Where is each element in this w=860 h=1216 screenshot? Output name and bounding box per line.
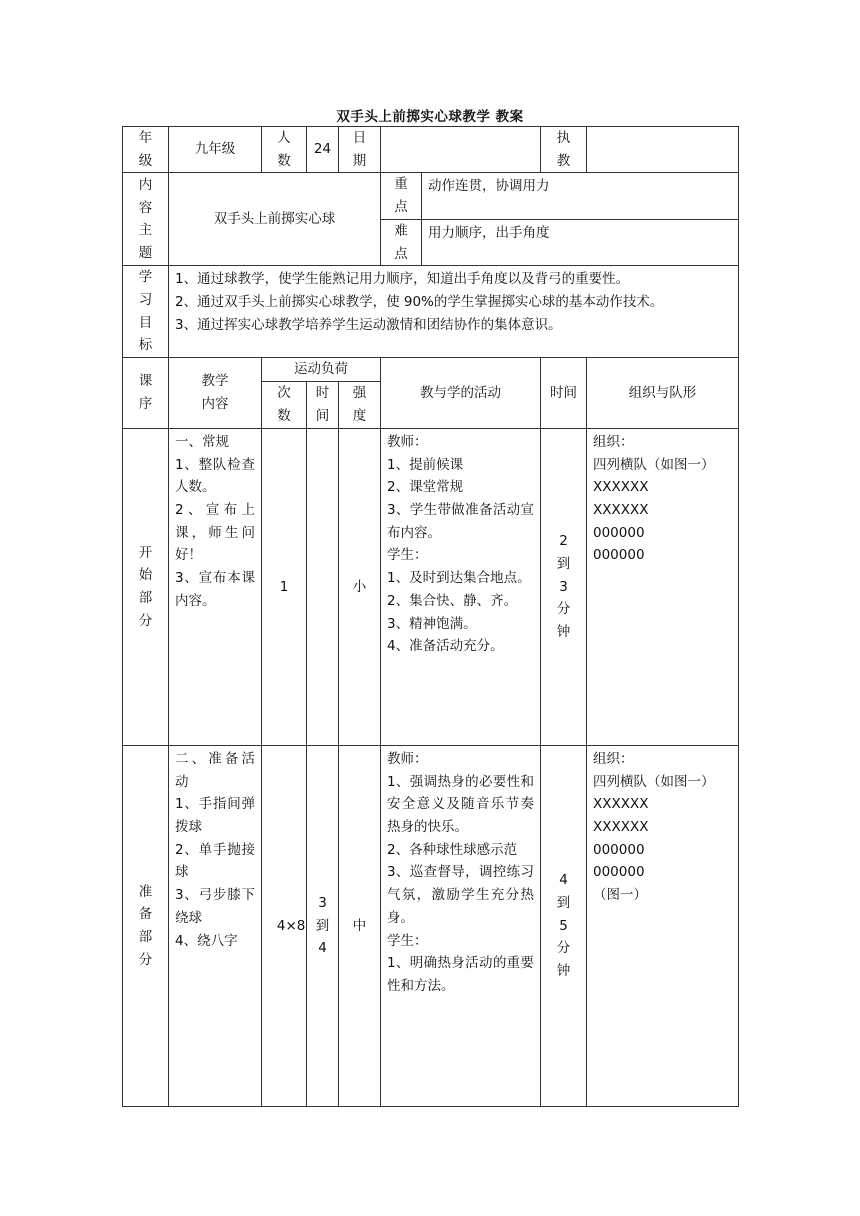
difficulty-value: 用力顺序，出手角度 (422, 219, 739, 265)
column-header-row (123, 358, 739, 382)
section-organization: 组织： 四列横队（如图一） XXXXXX XXXXXX 000000 000000 （图一） (587, 745, 739, 1106)
objective-item: 3、通过挥实心球教学培养学生运动激情和团结协作的集体意识。 (175, 316, 562, 333)
content-row-key (123, 173, 739, 219)
content-topic: 双手头上前掷实心球 (169, 173, 381, 266)
lesson-plan-table (122, 126, 739, 1107)
col-duration: 时间 (307, 381, 339, 428)
section-name: 准备部分 (123, 745, 169, 1106)
section-time: 4到5分钟 (541, 745, 587, 1106)
section-intensity: 小 (339, 428, 381, 745)
col-activities: 教与学的活动 (381, 358, 541, 429)
col-intensity: 强度 (339, 381, 381, 428)
objectives-row (123, 266, 739, 358)
key-label: 重点 (381, 173, 422, 219)
col-time: 时间 (541, 358, 587, 429)
col-sequence: 课序 (123, 358, 169, 429)
grade-label: 年级 (123, 127, 169, 173)
col-content: 教学内容 (169, 358, 262, 429)
section-times: 4×8 (262, 745, 307, 1106)
objectives-list (169, 266, 739, 358)
key-value: 动作连贯，协调用力 (422, 173, 739, 219)
section-activities: 教师： 1、强调热身的必要性和安全意义及随音乐节奏热身的快乐。 2、各种球性球感示范 3、巡查督导，调控练习气氛，激励学生充分热身。 学生： 1、明确热身活动的重要性和方法。 (381, 745, 541, 1106)
date-value (381, 127, 541, 173)
difficulty-label: 难点 (381, 219, 422, 265)
students-label: 人数 (262, 127, 307, 173)
teacher-label: 执教 (541, 127, 587, 173)
section-duration: 3到4 (307, 745, 339, 1106)
section-start-row (123, 428, 739, 745)
objective-item: 1、通过球教学，使学生能熟记用力顺序，知道出手角度以及背弓的重要性。 (175, 271, 630, 288)
students-value: 24 (307, 127, 339, 173)
section-organization: 组织： 四列横队（如图一） XXXXXX XXXXXX 000000 000000 (587, 428, 739, 745)
section-content: 二、准备活动 1、手指间弹拨球 2、单手抛接球 3、弓步膝下绕球 4、绕八字 (169, 745, 262, 1106)
section-intensity: 中 (339, 745, 381, 1106)
section-prep-row (123, 745, 739, 1106)
objective-item: 2、通过双手头上前掷实心球教学，使 90%的学生掌握掷实心球的基本动作技术。 (175, 293, 664, 310)
section-time: 2到3分钟 (541, 428, 587, 745)
col-times: 次数 (262, 381, 307, 428)
header-row (123, 127, 739, 173)
section-activities: 教师： 1、提前候课 2、课堂常规 3、学生带做准备活动宣布内容。 学生： 1、及时到达集合地点。 2、集合快、静、齐。 3、精神饱满。 4、准备活动充分。 (381, 428, 541, 745)
teacher-value (587, 127, 739, 173)
section-times: 1 (262, 428, 307, 745)
col-load: 运动负荷 (262, 358, 381, 382)
col-organization: 组织与队形 (587, 358, 739, 429)
grade-value: 九年级 (169, 127, 262, 173)
section-name: 开始部分 (123, 428, 169, 745)
content-label: 内容主题 (123, 173, 169, 266)
document-title: 双手头上前掷实心球教学 教案 (336, 109, 524, 125)
date-label: 日期 (339, 127, 381, 173)
section-duration (307, 428, 339, 745)
objectives-label: 学习目标 (123, 266, 169, 358)
section-content: 一、常规 1、整队检查人数。 2、宣布上课，师生问好！ 3、宣布本课内容。 (169, 428, 262, 745)
